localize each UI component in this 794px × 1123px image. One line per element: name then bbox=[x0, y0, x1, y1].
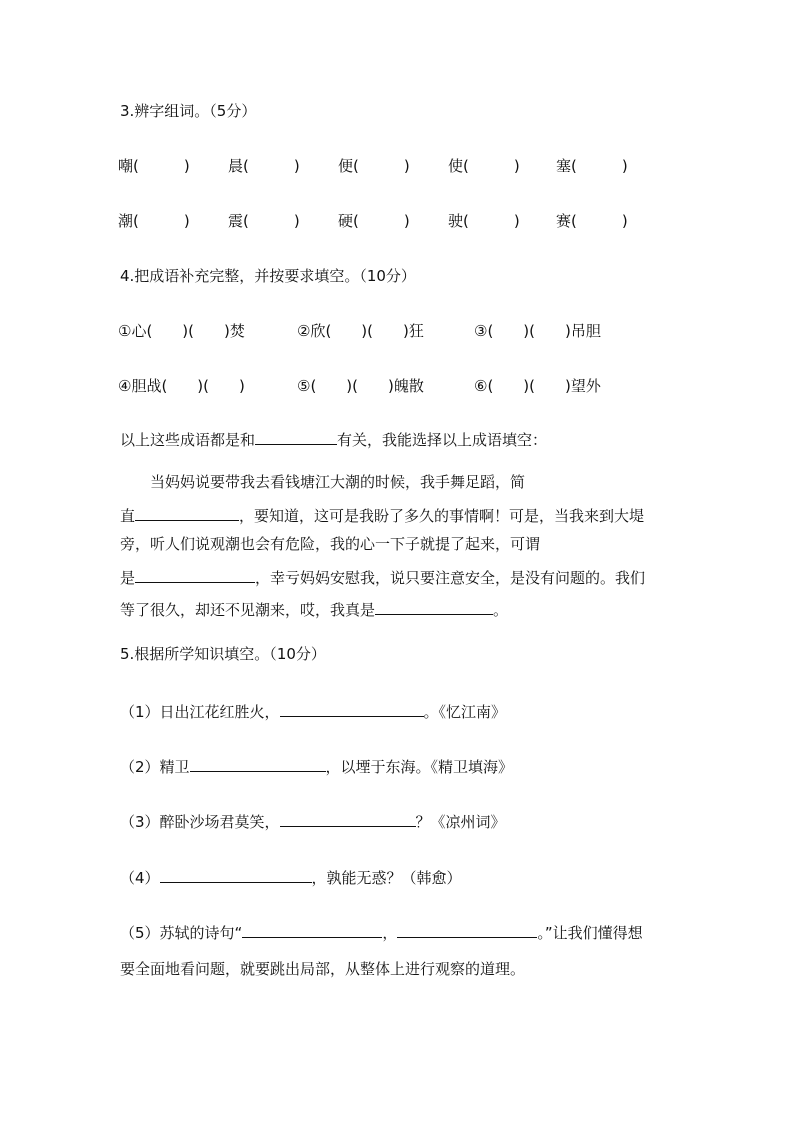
q5-item-1-b: 。《忆江南》 bbox=[423, 703, 507, 721]
q5-blank-3[interactable] bbox=[280, 809, 416, 827]
q3-r2-c5: 赛( ) bbox=[556, 212, 628, 230]
q4-idiom-2: ②欣( )( )狂 bbox=[297, 322, 424, 340]
q4-para2-a: 直 bbox=[120, 507, 136, 525]
q5-blank-1[interactable] bbox=[280, 699, 424, 717]
q4-para2-b: ，要知道，这可是我盼了多久的事情啊！可是，当我来到大堤 bbox=[239, 507, 645, 525]
q4-idiom-4: ④胆战( )( ) bbox=[118, 377, 245, 395]
q5-item-3-b: ？《凉州词》 bbox=[415, 813, 506, 831]
q4-para-line1: 当妈妈说要带我去看钱塘江大潮的时候，我手舞足蹈，简 bbox=[150, 473, 526, 491]
q5-item-4-b: ，孰能无惑？（韩愈） bbox=[311, 869, 462, 887]
q5-item-1-a: （1）日出江花红胜火， bbox=[120, 703, 280, 721]
q5-title: 5.根据所学知识填空。（10分） bbox=[120, 645, 326, 663]
q4-sentence-a: 以上这些成语都是和 bbox=[120, 431, 256, 449]
q3-r1-c2: 晨( ) bbox=[228, 157, 300, 175]
q3-r1-c1: 嘲( ) bbox=[118, 157, 190, 175]
q4-para-line4 bbox=[120, 565, 645, 589]
q3-r2-c2: 震( ) bbox=[228, 212, 300, 230]
q3-r2-c1: 潮( ) bbox=[118, 212, 190, 230]
q3-title: 3.辨字组词。（5分） bbox=[120, 102, 257, 120]
q3-r2-c4: 驶( ) bbox=[448, 212, 520, 230]
q3-r1-c5: 塞( ) bbox=[556, 157, 628, 175]
q5-item-5-b: 。”让我们懂得想 bbox=[537, 924, 643, 942]
q5-blank-2[interactable] bbox=[190, 754, 326, 772]
q5-item-4 bbox=[120, 865, 462, 889]
q4-para-line5 bbox=[120, 597, 508, 621]
q5-item-4-a: （4） bbox=[120, 869, 160, 887]
q5-blank-4[interactable] bbox=[160, 865, 312, 883]
q5-blank-5a[interactable] bbox=[242, 920, 382, 938]
q4-para-line3: 旁，听人们说观潮也会有危险，我的心一下子就提了起来，可谓 bbox=[120, 535, 541, 553]
q4-idiom-5: ⑤( )( )魄散 bbox=[297, 377, 424, 395]
q5-blank-5b[interactable] bbox=[397, 920, 537, 938]
q4-para4-a: 是 bbox=[120, 569, 136, 587]
q4-para5-a: 等了很久，却还不见潮来，哎，我真是 bbox=[120, 601, 376, 619]
q5-item-5-a: （5）苏轼的诗句“ bbox=[120, 924, 243, 942]
q4-para5-b: 。 bbox=[493, 601, 509, 619]
q5-item-5 bbox=[120, 920, 643, 944]
q5-item-2-b: ，以堙于东海。《精卫填海》 bbox=[325, 758, 514, 776]
q4-sentence bbox=[120, 427, 547, 451]
q5-item-2 bbox=[120, 754, 513, 778]
q5-item-1 bbox=[120, 699, 506, 723]
q4-title: 4.把成语补充完整，并按要求填空。（10分） bbox=[120, 267, 416, 285]
q3-r1-c3: 便( ) bbox=[338, 157, 410, 175]
q5-item-2-a: （2）精卫 bbox=[120, 758, 190, 776]
q4-blank-3[interactable] bbox=[375, 597, 493, 615]
q5-item-5-line2: 要全面地看问题，就要跳出局部，从整体上进行观察的道理。 bbox=[120, 960, 526, 978]
q5-item-3 bbox=[120, 809, 506, 833]
q4-blank-1[interactable] bbox=[135, 503, 239, 521]
q4-sentence-b: 有关，我能选择以上成语填空： bbox=[337, 431, 548, 449]
q4-idiom-1: ①心( )( )焚 bbox=[118, 322, 245, 340]
q5-item-3-a: （3）醉卧沙场君莫笑， bbox=[120, 813, 280, 831]
q4-para4-b: ，幸亏妈妈安慰我，说只要注意安全，是没有问题的。我们 bbox=[255, 569, 646, 587]
q4-para-line2 bbox=[120, 503, 644, 527]
q4-blank-2[interactable] bbox=[135, 565, 255, 583]
q3-r2-c3: 硬( ) bbox=[338, 212, 410, 230]
q4-idiom-6: ⑥( )( )望外 bbox=[474, 377, 601, 395]
q5-item-5-mid: ， bbox=[382, 924, 398, 942]
q4-idiom-3: ③( )( )吊胆 bbox=[474, 322, 601, 340]
q3-r1-c4: 使( ) bbox=[448, 157, 520, 175]
q4-blank-theme[interactable] bbox=[255, 427, 337, 445]
